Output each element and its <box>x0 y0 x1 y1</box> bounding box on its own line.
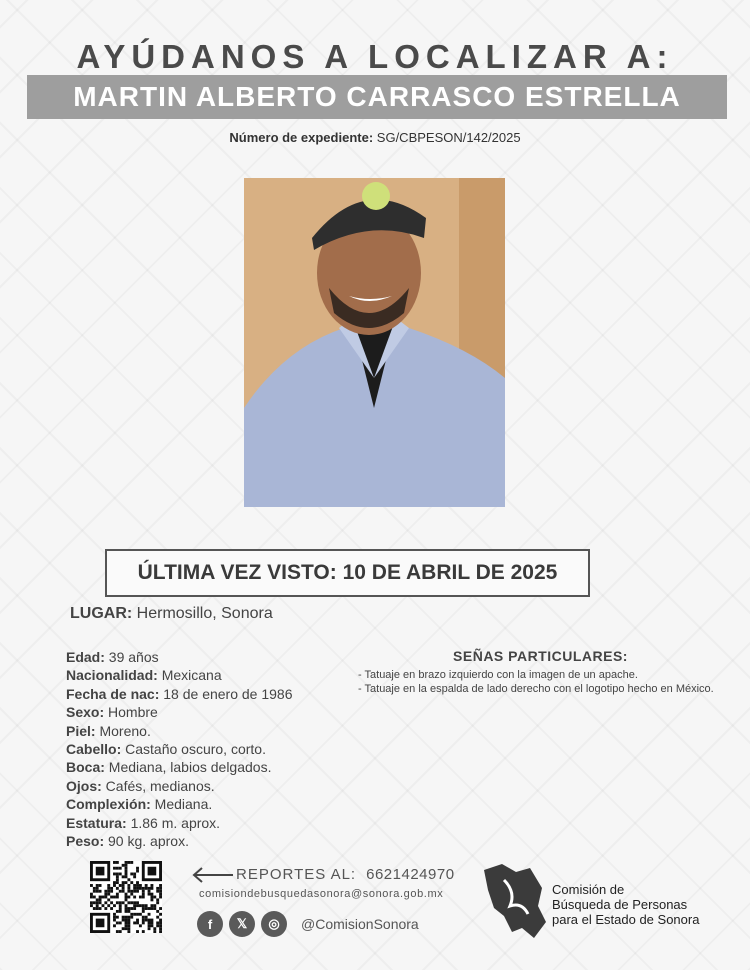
qr-module <box>136 919 139 922</box>
detail-row <box>66 722 346 740</box>
qr-module <box>96 901 99 904</box>
qr-module <box>133 884 136 887</box>
qr-module <box>122 884 125 887</box>
qr-module <box>113 916 116 919</box>
qr-module <box>96 890 99 893</box>
detail-label: Boca: <box>66 759 105 776</box>
detail-value: Moreno. <box>99 722 151 739</box>
qr-module <box>125 921 128 924</box>
qr-module <box>127 921 130 924</box>
last-seen-date: ÚLTIMA VEZ VISTO: 10 DE ABRIL DE 2025 <box>105 549 590 597</box>
qr-module <box>148 890 151 893</box>
detail-row <box>66 832 346 850</box>
detail-row <box>66 795 346 813</box>
qr-module <box>145 904 148 907</box>
qr-module <box>116 901 119 904</box>
qr-module <box>136 890 139 893</box>
qr-module <box>150 887 153 890</box>
detail-row <box>66 814 346 832</box>
qr-module <box>96 884 99 887</box>
detail-label: Peso: <box>66 833 105 850</box>
qr-module <box>130 907 133 910</box>
qr-module <box>96 887 99 890</box>
qr-module <box>136 887 139 890</box>
qr-module <box>148 913 151 916</box>
detail-label: Ojos: <box>66 777 102 794</box>
qr-module <box>99 898 102 901</box>
person-photo-illustration <box>244 178 505 507</box>
qr-module <box>107 887 110 890</box>
qr-module <box>133 913 136 916</box>
qr-module <box>145 887 148 890</box>
qr-module <box>127 901 130 904</box>
qr-module <box>99 907 102 910</box>
qr-module <box>153 927 156 930</box>
qr-module <box>113 867 116 870</box>
qr-module <box>136 884 139 887</box>
qr-module <box>93 887 96 890</box>
qr-module <box>113 873 116 876</box>
qr-module <box>119 867 122 870</box>
qr-module <box>145 919 148 922</box>
qr-module <box>113 924 116 927</box>
qr-module <box>130 861 133 864</box>
qr-module <box>139 884 142 887</box>
qr-module <box>127 916 130 919</box>
page-headline: AYÚDANOS A LOCALIZAR A: <box>76 38 674 75</box>
case-number-line <box>0 130 750 145</box>
qr-module <box>130 901 133 904</box>
qr-module <box>156 901 159 904</box>
org-line-1: Comisión de <box>552 882 625 897</box>
qr-module <box>119 890 122 893</box>
organization-name <box>552 882 732 927</box>
qr-module <box>159 893 162 896</box>
qr-module <box>150 924 153 927</box>
qr-module <box>119 901 122 904</box>
qr-module <box>104 907 107 910</box>
qr-module <box>136 930 139 933</box>
qr-module <box>150 898 153 901</box>
qr-module <box>102 904 105 907</box>
qr-module <box>113 896 116 899</box>
qr-module <box>113 913 116 916</box>
qr-module <box>127 910 130 913</box>
qr-module <box>116 916 119 919</box>
qr-module <box>145 916 148 919</box>
detail-row <box>66 777 346 795</box>
qr-module <box>125 861 128 864</box>
qr-module <box>159 921 162 924</box>
qr-module <box>119 930 122 933</box>
qr-module <box>142 919 145 922</box>
qr-module <box>133 907 136 910</box>
qr-module <box>125 924 128 927</box>
qr-module <box>159 890 162 893</box>
qr-module <box>133 873 136 876</box>
qr-code-graphic <box>90 861 162 933</box>
qr-module <box>136 913 139 916</box>
detail-value: Hombre <box>108 704 158 721</box>
detail-label: Piel: <box>66 722 96 739</box>
detail-value: 39 años <box>108 649 159 665</box>
qr-module <box>127 927 130 930</box>
qr-module <box>153 930 156 933</box>
qr-module <box>130 913 133 916</box>
qr-module <box>125 875 128 878</box>
qr-module <box>159 907 162 910</box>
qr-module <box>125 881 128 884</box>
qr-module <box>136 867 139 870</box>
physical-details <box>66 648 346 850</box>
qr-module <box>148 867 157 876</box>
qr-module <box>122 901 125 904</box>
qr-module <box>142 916 145 919</box>
reports-line <box>192 866 455 883</box>
qr-module <box>119 907 122 910</box>
qr-module <box>99 884 102 887</box>
qr-module <box>150 904 153 907</box>
qr-module <box>125 896 128 899</box>
qr-module <box>150 884 153 887</box>
qr-module <box>113 861 116 864</box>
qr-module <box>145 907 148 910</box>
qr-module <box>139 887 142 890</box>
qr-module <box>156 916 159 919</box>
qr-module <box>127 878 130 881</box>
detail-value: Mediana. <box>154 796 213 813</box>
qr-module <box>159 930 162 933</box>
qr-module <box>113 919 116 922</box>
qr-module <box>139 904 142 907</box>
qr-module <box>125 898 128 901</box>
qr-module <box>159 887 162 890</box>
qr-module <box>150 919 153 922</box>
qr-module <box>142 896 145 899</box>
qr-module <box>110 901 113 904</box>
qr-module <box>150 907 153 910</box>
qr-module <box>148 927 151 930</box>
qr-module <box>150 921 153 924</box>
qr-module <box>130 873 133 876</box>
qr-module <box>125 867 128 870</box>
qr-module <box>125 904 128 907</box>
org-line-2: Búsqueda de Personas <box>552 897 688 912</box>
qr-module <box>90 901 93 904</box>
detail-label: Complexión: <box>66 796 151 813</box>
qr-module <box>102 896 105 899</box>
qr-module <box>159 924 162 927</box>
detail-label: Sexo: <box>66 704 105 721</box>
qr-module <box>125 916 128 919</box>
qr-module <box>99 890 102 893</box>
social-links <box>197 911 419 937</box>
qr-code[interactable] <box>90 861 162 933</box>
qr-module <box>125 919 128 922</box>
detail-row <box>66 685 346 703</box>
qr-module <box>139 896 142 899</box>
qr-module <box>156 910 159 913</box>
qr-module <box>159 896 162 899</box>
qr-module <box>116 893 119 896</box>
sonora-state-logo-icon <box>482 862 548 940</box>
qr-module <box>142 887 145 890</box>
contact-email[interactable]: comisiondebusquedasonora@sonora.gob.mx <box>199 888 444 900</box>
qr-module <box>150 893 153 896</box>
qr-module <box>104 893 107 896</box>
qr-module <box>116 910 119 913</box>
qr-module <box>153 896 156 899</box>
qr-module <box>127 924 130 927</box>
location-label: LUGAR: <box>70 605 133 622</box>
qr-module <box>133 890 136 893</box>
qr-module <box>136 921 139 924</box>
qr-module <box>133 904 136 907</box>
qr-module <box>153 904 156 907</box>
qr-module <box>142 907 145 910</box>
detail-row <box>66 758 346 776</box>
qr-module <box>136 901 139 904</box>
qr-module <box>104 901 107 904</box>
detail-value: Mediana, labios delgados. <box>108 759 272 776</box>
qr-module <box>148 921 151 924</box>
qr-module <box>107 890 110 893</box>
qr-module <box>122 875 125 878</box>
qr-module <box>156 890 159 893</box>
qr-module <box>156 924 159 927</box>
missing-person-name: MARTIN ALBERTO CARRASCO ESTRELLA <box>27 75 727 119</box>
qr-module <box>119 873 122 876</box>
qr-module <box>127 861 130 864</box>
detail-row <box>66 740 346 758</box>
qr-module <box>90 904 93 907</box>
qr-module <box>133 896 136 899</box>
qr-module <box>145 884 148 887</box>
instagram-icon[interactable]: ◎ <box>261 911 287 937</box>
qr-module <box>116 867 119 870</box>
qr-module <box>107 893 110 896</box>
qr-module <box>125 893 128 896</box>
qr-module <box>93 907 96 910</box>
qr-module <box>150 896 153 899</box>
qr-module <box>122 919 125 922</box>
qr-module <box>142 910 145 913</box>
arrow-left-icon <box>192 867 234 883</box>
detail-value: 90 kg. aprox. <box>108 833 189 850</box>
qr-module <box>122 890 125 893</box>
qr-module <box>125 864 128 867</box>
detail-value: Cafés, medianos. <box>105 777 215 794</box>
qr-module <box>127 890 130 893</box>
qr-module <box>148 924 151 927</box>
qr-module <box>156 887 159 890</box>
qr-module <box>116 878 119 881</box>
qr-module <box>122 916 125 919</box>
facebook-icon[interactable]: f <box>197 911 223 937</box>
qr-module <box>130 893 133 896</box>
qr-module <box>107 898 110 901</box>
qr-module <box>153 907 156 910</box>
qr-module <box>96 867 105 876</box>
qr-module <box>90 896 93 899</box>
qr-module <box>122 864 125 867</box>
detail-value: Mexicana <box>161 667 222 684</box>
qr-module <box>136 870 139 873</box>
qr-module <box>116 861 119 864</box>
detail-row <box>66 648 346 666</box>
qr-module <box>142 921 145 924</box>
qr-module <box>127 919 130 922</box>
case-number-value: SG/CBPESON/142/2025 <box>376 130 521 145</box>
qr-module <box>127 887 130 890</box>
qr-module <box>122 887 125 890</box>
qr-module <box>90 893 93 896</box>
qr-module <box>90 884 93 887</box>
qr-module <box>159 919 162 922</box>
qr-module <box>96 898 99 901</box>
qr-module <box>142 890 145 893</box>
qr-module <box>127 907 130 910</box>
case-number-label: Número de expediente: <box>229 130 374 145</box>
qr-module <box>139 913 142 916</box>
qr-module <box>104 890 107 893</box>
qr-module <box>93 901 96 904</box>
detail-label: Nacionalidad: <box>66 667 158 684</box>
qr-module <box>133 887 136 890</box>
detail-row <box>66 666 346 684</box>
qr-module <box>125 910 128 913</box>
qr-module <box>125 907 128 910</box>
qr-module <box>130 916 133 919</box>
qr-module <box>113 904 116 907</box>
qr-module <box>116 875 119 878</box>
qr-module <box>125 927 128 930</box>
reports-label: REPORTES AL: <box>236 866 357 883</box>
qr-module <box>125 873 128 876</box>
qr-module <box>116 896 119 899</box>
qr-module <box>96 907 99 910</box>
qr-module <box>99 896 102 899</box>
qr-module <box>110 896 113 899</box>
qr-module <box>96 919 105 928</box>
distinguishing-marks <box>358 648 723 696</box>
qr-module <box>93 890 96 893</box>
detail-row <box>66 703 346 721</box>
detail-label: Fecha de nac: <box>66 685 160 702</box>
x-icon[interactable]: 𝕏 <box>229 911 255 937</box>
social-handle[interactable]: @ComisionSonora <box>301 916 419 932</box>
qr-module <box>127 896 130 899</box>
qr-module <box>130 881 133 884</box>
qr-module <box>99 901 102 904</box>
qr-module <box>113 884 116 887</box>
qr-module <box>142 930 145 933</box>
location-line <box>70 605 273 623</box>
qr-module <box>110 890 113 893</box>
qr-module <box>110 887 113 890</box>
qr-module <box>133 875 136 878</box>
qr-module <box>116 881 119 884</box>
reports-phone[interactable]: 6621424970 <box>366 866 455 883</box>
detail-label: Cabello: <box>66 741 122 758</box>
qr-module <box>133 921 136 924</box>
qr-module <box>122 927 125 930</box>
qr-module <box>148 907 151 910</box>
detail-value: 18 de enero de 1986 <box>163 685 293 702</box>
qr-module <box>116 887 119 890</box>
qr-module <box>159 884 162 887</box>
missing-person-photo <box>244 178 505 507</box>
qr-module <box>142 904 145 907</box>
marks-title: SEÑAS PARTICULARES: <box>453 648 628 664</box>
qr-module <box>130 890 133 893</box>
location-value: Hermosillo, Sonora <box>136 605 273 622</box>
qr-module <box>107 884 110 887</box>
qr-module <box>136 904 139 907</box>
qr-module <box>110 907 113 910</box>
qr-module <box>156 921 159 924</box>
qr-module <box>104 896 107 899</box>
qr-module <box>116 921 119 924</box>
qr-module <box>127 884 130 887</box>
qr-module <box>125 870 128 873</box>
org-line-3: para el Estado de Sonora <box>552 912 700 927</box>
qr-module <box>148 893 151 896</box>
detail-label: Estatura: <box>66 814 127 831</box>
qr-module <box>139 924 142 927</box>
qr-module <box>133 901 136 904</box>
qr-module <box>148 887 151 890</box>
qr-module <box>107 904 110 907</box>
detail-label: Edad: <box>66 649 105 665</box>
qr-module <box>127 930 130 933</box>
qr-module <box>116 873 119 876</box>
detail-value: Castaño oscuro, corto. <box>125 741 266 758</box>
qr-module <box>142 893 145 896</box>
qr-module <box>119 884 122 887</box>
qr-module <box>96 904 99 907</box>
qr-module <box>159 913 162 916</box>
qr-module <box>159 927 162 930</box>
marks-item: - Tatuaje en brazo izquierdo con la imagen de un apache. <box>358 669 638 681</box>
qr-module <box>113 881 116 884</box>
qr-module <box>122 881 125 884</box>
qr-module <box>156 898 159 901</box>
qr-module <box>136 881 139 884</box>
qr-module <box>119 921 122 924</box>
qr-module <box>119 904 122 907</box>
marks-item: - Tatuaje en la espalda de lado derecho con el logotipo hecho en México. <box>358 683 714 695</box>
qr-module <box>119 910 122 913</box>
qr-module <box>148 919 151 922</box>
qr-module <box>116 930 119 933</box>
qr-module <box>93 896 96 899</box>
detail-value: 1.86 m. aprox. <box>130 814 221 831</box>
